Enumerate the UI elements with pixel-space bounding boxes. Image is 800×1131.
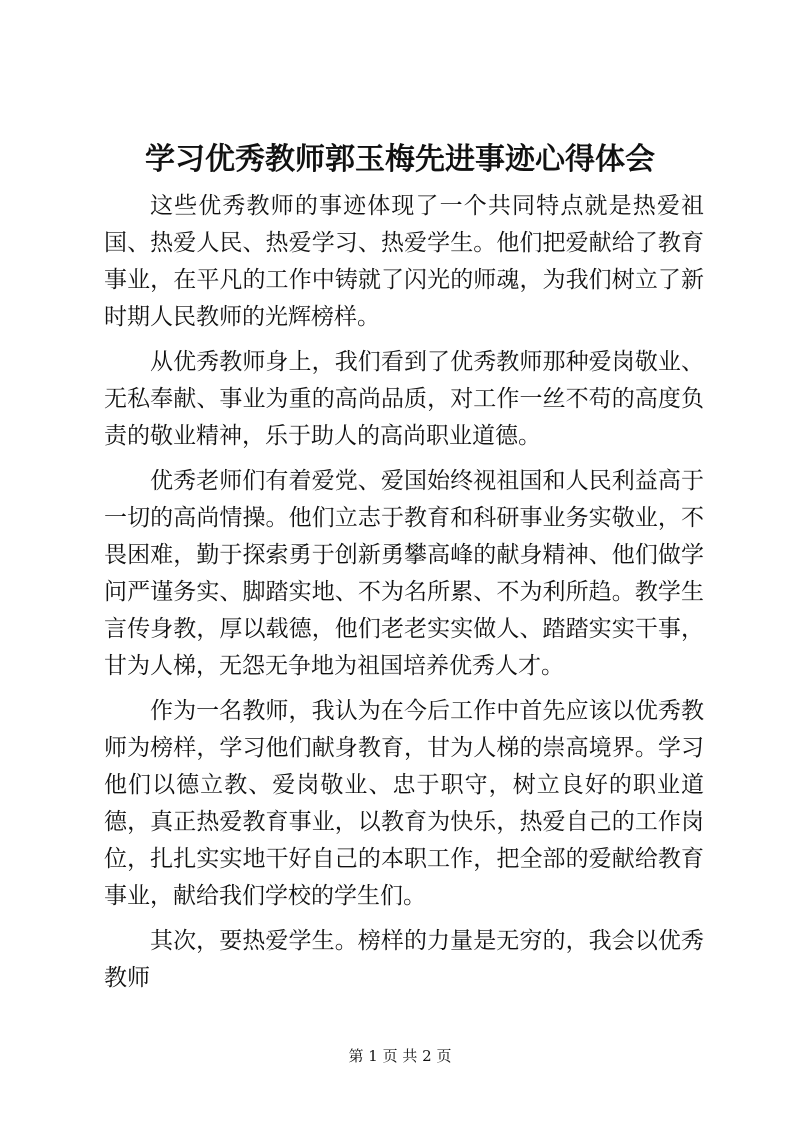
paragraph-5: 其次，要热爱学生。榜样的力量是无穷的，我会以优秀教师 <box>104 928 704 991</box>
document-body <box>104 188 704 1005</box>
paragraph-4: 作为一名教师，我认为在今后工作中首先应该以优秀教师为榜样，学习他们献身教育，甘为人梯的崇高境界。学习他们以德立教、爱岗敬业、忠于职守，树立良好的职业道德，真正热爱教育事业，以教育为快乐，热爱自己的工作岗位，扎扎实实地干好自己的本职工作，把全部的爱献给教育事业，献给我们学校的学生们。 <box>104 698 704 909</box>
page-footer: 第 1 页 共 2 页 <box>348 1047 452 1065</box>
paragraph-3: 优秀老师们有着爱党、爱国始终视祖国和人民利益高于一切的高尚情操。他们立志于教育和科研事业务实敬业，不畏困难，勤于探索勇于创新勇攀高峰的献身精神、他们做学问严谨务实、脚踏实地、不为名所累、不为利所趋。教学生言传身教，厚以载德，他们老老实实做人、踏踏实实干事，甘为人梯，无怨无争地为祖国培养优秀人才。 <box>104 468 704 679</box>
document-title: 学习优秀教师郭玉梅先进事迹心得体会 <box>145 142 655 177</box>
paragraph-1: 这些优秀教师的事迹体现了一个共同特点就是热爱祖国、热爱人民、热爱学习、热爱学生。他们把爱献给了教育事业，在平凡的工作中铸就了闪光的师魂，为我们树立了新时期人民教师的光辉榜样。 <box>104 193 704 330</box>
paragraph-2: 从优秀教师身上，我们看到了优秀教师那种爱岗敬业、无私奉献、事业为重的高尚品质，对工作一丝不苟的高度负责的敬业精神，乐于助人的高尚职业道德。 <box>104 349 704 449</box>
